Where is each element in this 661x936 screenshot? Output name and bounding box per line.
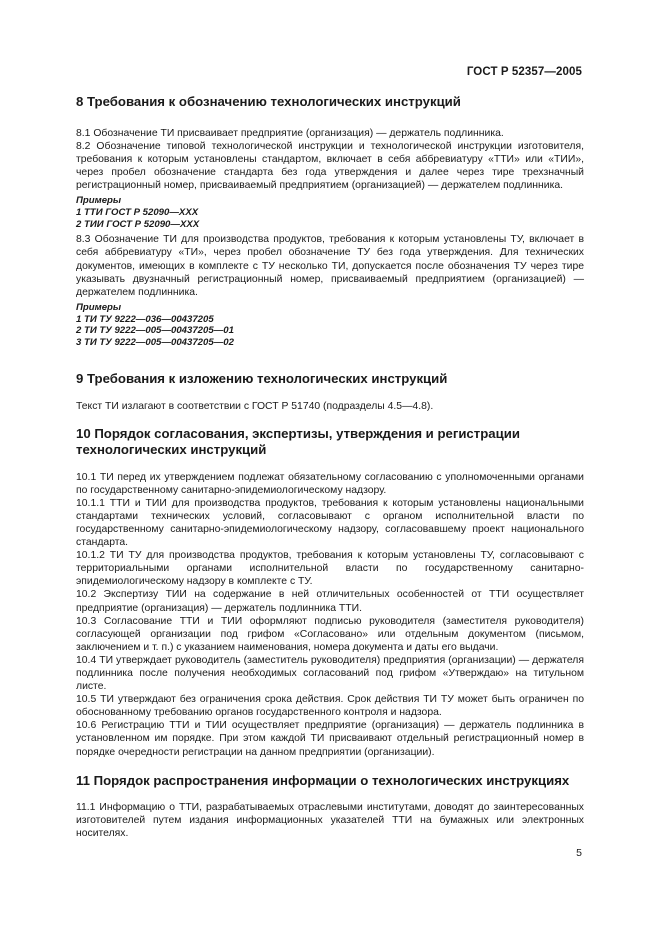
examples-block-1: [76, 195, 584, 230]
paragraph-8-1: 8.1 Обозначение ТИ присваивает предприятие (организация) — держатель подлинника.: [76, 127, 504, 139]
example-item: 1 ТТИ ГОСТ Р 52090—ХХХ: [76, 206, 199, 218]
section-11-title: 11 Порядок распространения информации о технологических инструкциях: [76, 772, 570, 788]
paragraph-10-2: 10.2 Экспертизу ТИИ на содержание в ней отличительных особенностей от ТТИ осуществляет предприятие (организация) — держатель подлинника ТТИ.: [76, 589, 584, 614]
example-item: 1 ТИ ТУ 9222—036—00437205: [76, 313, 214, 325]
example-item: 2 ТИ ТУ 9222—005—00437205—01: [76, 325, 234, 337]
section-9-title: 9 Требования к изложению технологических инструкций: [76, 371, 448, 387]
paragraph-8-2: 8.2 Обозначение типовой технологической инструкции и технологической инструкции изготовителя, требования к которым установлены стандартом, включает в себя аббревиатуру «ТТИ» или «ТИИ», через пробел обозначение стандарта без года утверждения и далее через тире трехзначный регистрационный номер, присваиваемый предприятием (организацией) — держателем подлинника.: [76, 140, 584, 191]
paragraph-10-5: 10.5 ТИ утверждают без ограничения срока действия. Срок действия ТИ ТУ может быть ограничен по обоснованному требованию органов государственного контроля и надзора.: [76, 694, 584, 719]
paragraph-9-text: Текст ТИ излагают в соответствии с ГОСТ Р 51740 (подразделы 4.5—4.8).: [76, 400, 434, 412]
examples-title-2: Примеры: [76, 301, 122, 313]
paragraph-10-1-2: 10.1.2 ТИ ТУ для производства продуктов, требования к которым установлены ТУ, согласовывают с территориальными органами исполнительной власти по государственному санитарно-эпидемиологическому надзору в комплекте с ТУ.: [76, 550, 584, 588]
section-10-title: 10 Порядок согласования, экспертизы, утверждения и регистрации технологических инструкций: [76, 425, 520, 458]
paragraph-10-3: 10.3 Согласование ТТИ и ТИИ оформляют подписью руководителя (заместителя руководителя) согласующей организации под грифом «Согласовано» или отдельным документом (письмом, заключением и т. п.) с указанием наименования, номера документа и даты его выдачи.: [76, 615, 584, 653]
example-item: 2 ТИИ ГОСТ Р 52090—ХХХ: [76, 218, 200, 230]
paragraph-10-1-1: 10.1.1 ТТИ и ТИИ для производства продуктов, требования к которым установлены национальными стандартами технических условий, согласовывают с органом исполнительной власти по государственному санитарно-эпидемиологическому надзору, согласовавшему проект национального стандарта.: [76, 497, 584, 549]
example-item: 3 ТИ ТУ 9222—005—00437205—02: [76, 337, 234, 349]
page-number: 5: [576, 847, 582, 859]
paragraph-10-4: 10.4 ТИ утверждает руководитель (заместитель руководителя) предприятия (организации) — держателя подлинника после получения необходимых согласований под грифом «Утверждаю» на титульном листе.: [76, 654, 584, 693]
paragraph-10-1: 10.1 ТИ перед их утверждением подлежат обязательному согласованию с уполномоченными органами по государственному санитарно-эпидемиологическому надзору.: [76, 471, 584, 496]
examples-title-1: Примеры: [76, 194, 122, 206]
paragraph-11-1: 11.1 Информацию о ТТИ, разрабатываемых отраслевыми институтами, доводят до заинтересованных изготовителей путем издания информационных указателей ТТИ на бумажных или электронных носителях.: [76, 802, 584, 840]
paragraph-10-6: 10.6 Регистрацию ТТИ и ТИИ осуществляет предприятие (организация) — держатель подлинника в установленном им порядке. При этом каждой ТИ присваивают отдельный регистрационный номер в порядке очередности регистрации на данном предприятии (организации).: [76, 720, 584, 758]
examples-block-2: [76, 302, 584, 349]
section-8-title: 8 Требования к обозначению технологических инструкций: [76, 94, 461, 109]
standard-header: ГОСТ Р 52357—2005: [466, 66, 582, 78]
page-content: [76, 90, 584, 840]
paragraph-8-3: 8.3 Обозначение ТИ для производства продуктов, требования к которым установлены ТУ, включает в себя аббревиатуру «ТИ», через пробел обозначение ТУ без года утверждения. Для технических документов, имеющих в комплекте с ТУ несколько ТИ, допускается после обозначения ТУ через тире указывать двузначный регистрационный номер, присваиваемый предприятием (организацией) — держателем подлинника.: [76, 234, 584, 298]
